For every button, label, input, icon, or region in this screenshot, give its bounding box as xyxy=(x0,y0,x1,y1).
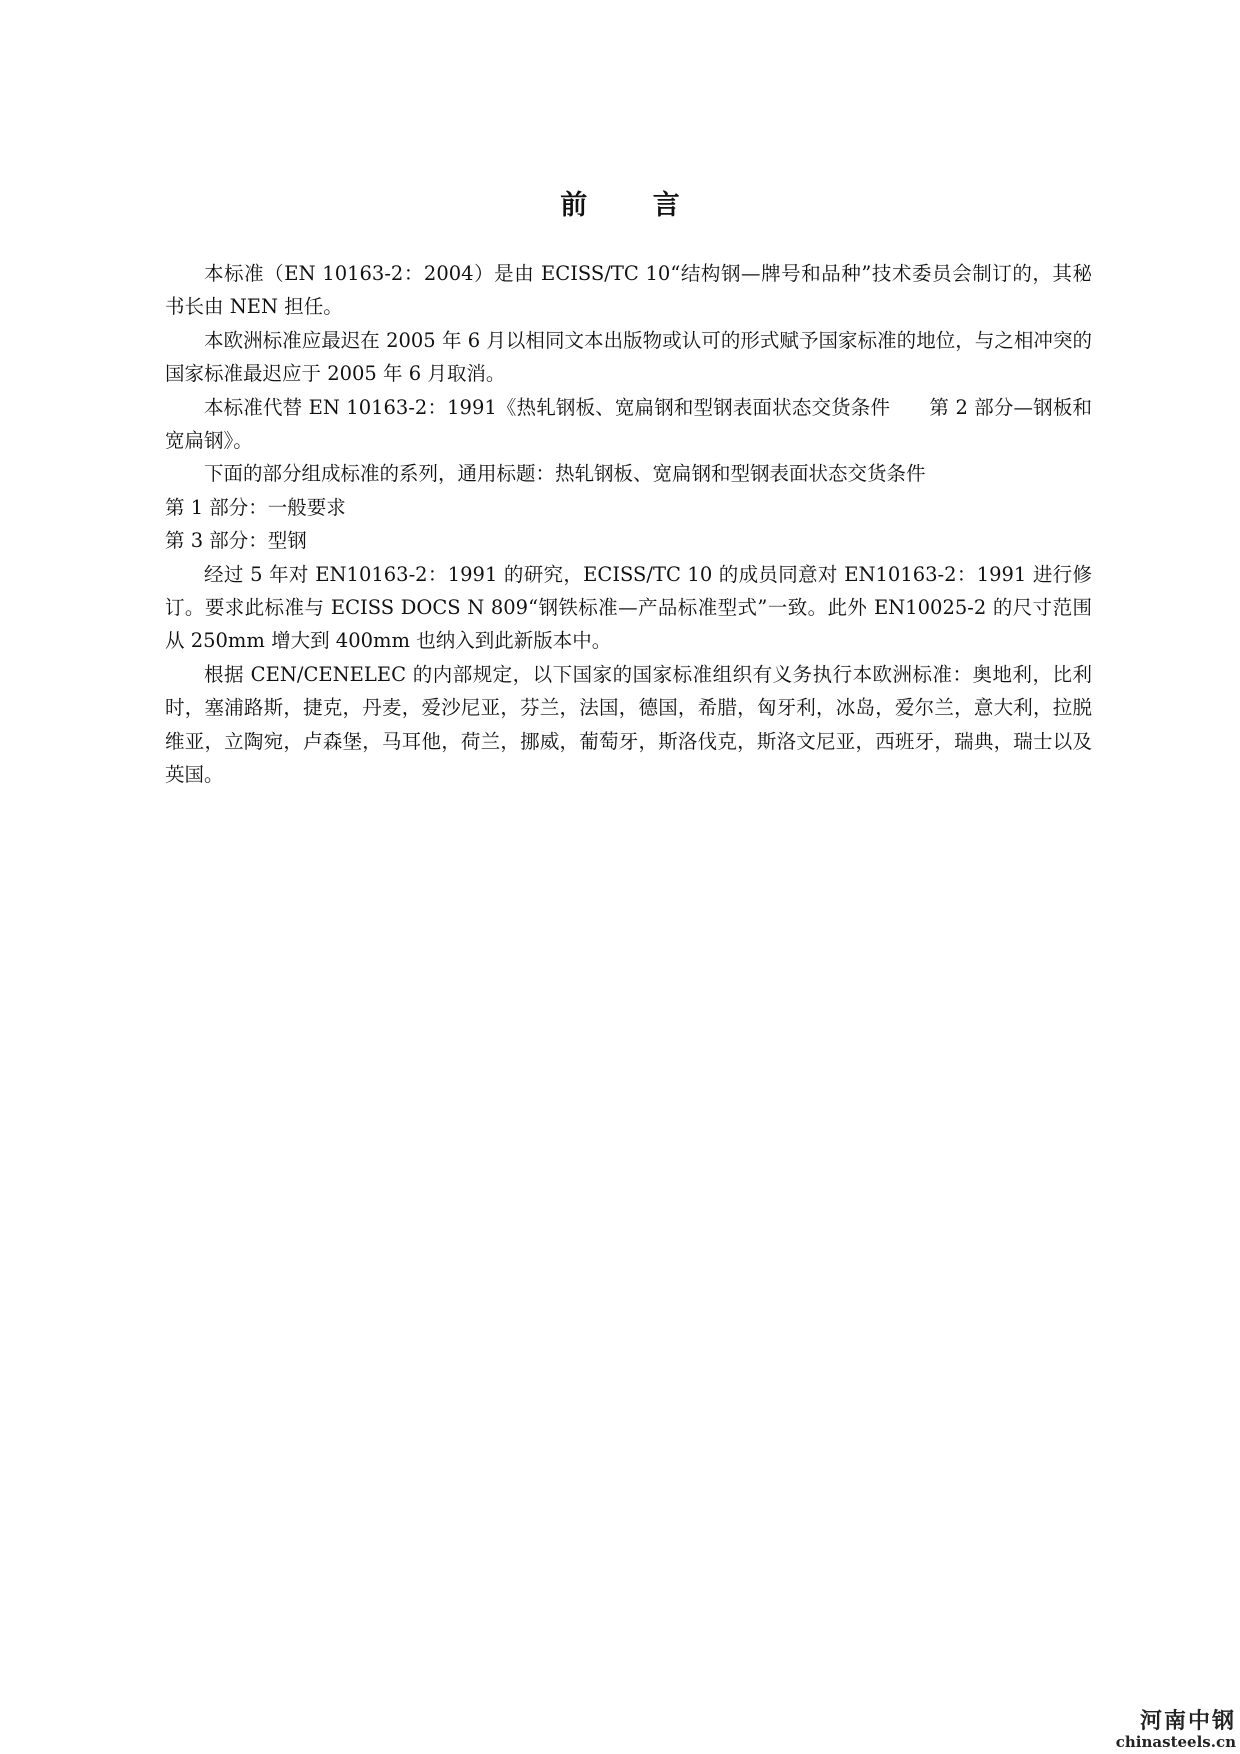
watermark-logo xyxy=(1116,1710,1236,1750)
preface-body xyxy=(165,257,1092,792)
page-title: 前 言 xyxy=(560,190,708,221)
watermark-name: 河南中钢 xyxy=(1139,1709,1236,1734)
watermark-url: chinasteels.cn xyxy=(1115,1733,1236,1751)
paragraph-member-countries: 根据 CEN/CENELEC 的内部规定，以下国家的国家标准组织有义务执行本欧洲标准：奥地利，比利时，塞浦路斯，捷克，丹麦，爱沙尼亚，芬兰，法国，德国，希腊，匈牙利，冰岛，爱尔兰，意大利，拉脱维亚，立陶宛，卢森堡，马耳他，荷兰，挪威，葡萄牙，斯洛伐克，斯洛文尼亚，西班牙，瑞典，瑞士以及英国。 xyxy=(165,662,1092,787)
paragraph-part-1: 第 1 部分：一般要求 xyxy=(165,495,346,519)
paragraph-national-adoption: 本欧洲标准应最迟在 2005 年 6 月以相同文本出版物或认可的形式赋予国家标准的地位，与之相冲突的国家标准最迟应于 2005 年 6 月取消。 xyxy=(165,328,1092,386)
paragraph-supersedes: 本标准代替 EN 10163-2：1991《热轧钢板、宽扁钢和型钢表面状态交货条件 第 2 部分—钢板和宽扁钢》。 xyxy=(165,395,1092,453)
paragraph-series-title: 下面的部分组成标准的系列，通用标题：热轧钢板、宽扁钢和型钢表面状态交货条件 xyxy=(204,462,926,486)
paragraph-revision: 经过 5 年对 EN10163-2：1991 的研究，ECISS/TC 10 的成员同意对 EN10163-2：1991 进行修订。要求此标准与 ECISS DOCS N 809“钢铁标准—产品标准型式”一致。此外 EN10025-2 的尺寸范围从 250mm 增大到 400mm 也纳入到此新版本中。 xyxy=(165,562,1092,653)
paragraph-part-3: 第 3 部分：型钢 xyxy=(165,529,307,553)
paragraph-standard-origin: 本标准（EN 10163-2：2004）是由 ECISS/TC 10“结构钢—牌号和品种”技术委员会制订的，其秘书长由 NEN 担任。 xyxy=(165,262,1092,319)
